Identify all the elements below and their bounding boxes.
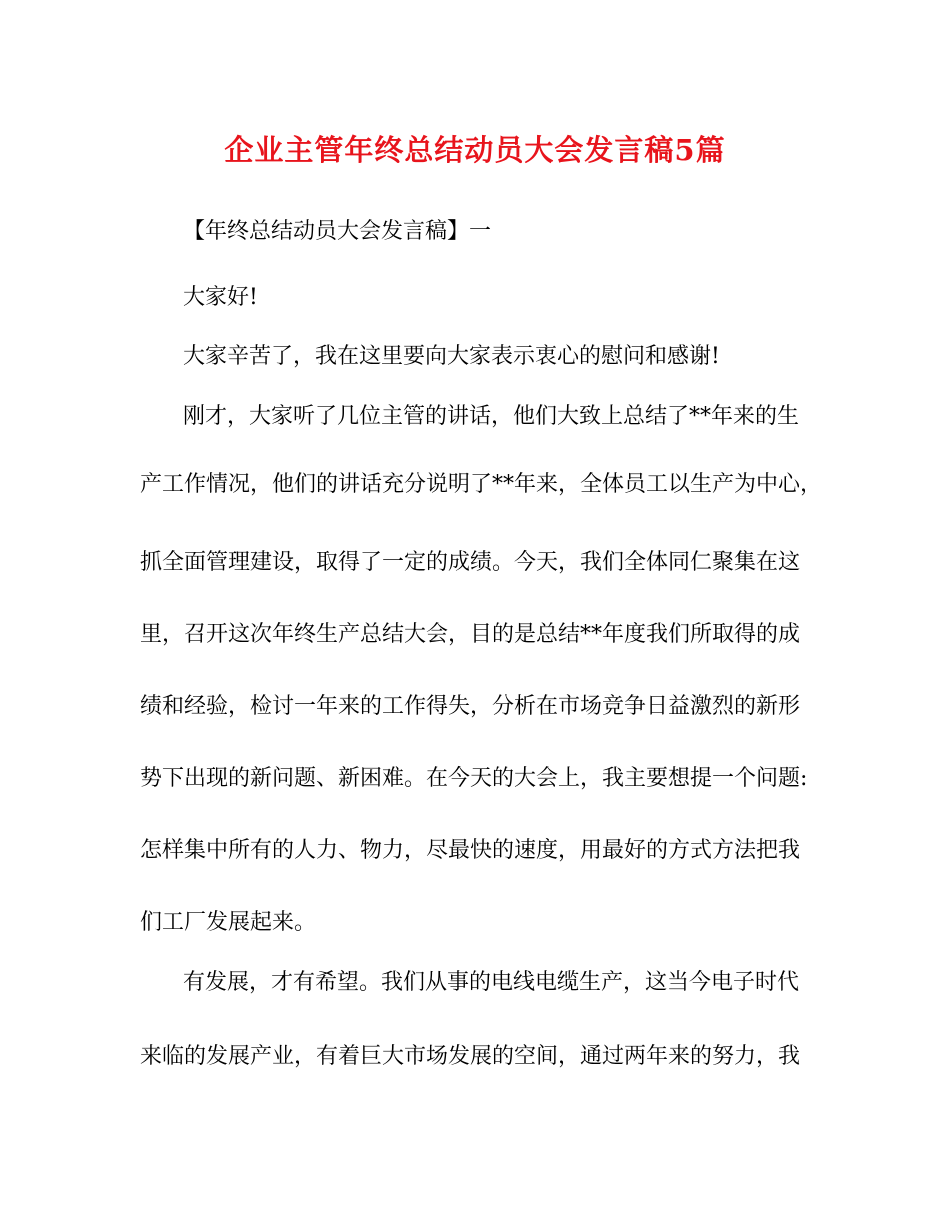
greeting-line: 大家好! (183, 285, 258, 310)
paragraph-line: 大家辛苦了，我在这里要向大家表示衷心的慰问和感谢! (183, 344, 720, 369)
paragraph-line: 怎样集中所有的人力、物力，尽最快的速度，用最好的方式方法把我 (140, 838, 801, 863)
paragraph-line: 里，召开这次年终生产总结大会，目的是总结**年度我们所取得的成 (140, 622, 801, 647)
paragraph-line: 们工厂发展起来。 (140, 910, 317, 935)
paragraph-line: 产工作情况，他们的讲话充分说明了**年来，全体员工以生产为中心， (140, 472, 823, 497)
paragraph-line: 抓全面管理建设，取得了一定的成绩。今天，我们全体同仁聚集在这 (140, 550, 801, 575)
paragraph-line: 势下出现的新问题、新困难。在今天的大会上，我主要想提一个问题: (140, 766, 808, 791)
paragraph-line: 刚才，大家听了几位主管的讲话，他们大致上总结了**年来的生 (183, 404, 800, 429)
paragraph-line: 有发展，才有希望。我们从事的电线电缆生产，这当今电子时代 (183, 970, 800, 995)
paragraph-line: 来临的发展产业，有着巨大市场发展的空间，通过两年来的努力，我 (140, 1044, 801, 1069)
section-heading: 【年终总结动员大会发言稿】一 (183, 219, 492, 244)
document-title: 企业主管年终总结动员大会发言稿5篇 (224, 133, 726, 167)
paragraph-line: 绩和经验，检讨一年来的工作得失，分析在市场竞争日益激烈的新形 (140, 694, 801, 719)
